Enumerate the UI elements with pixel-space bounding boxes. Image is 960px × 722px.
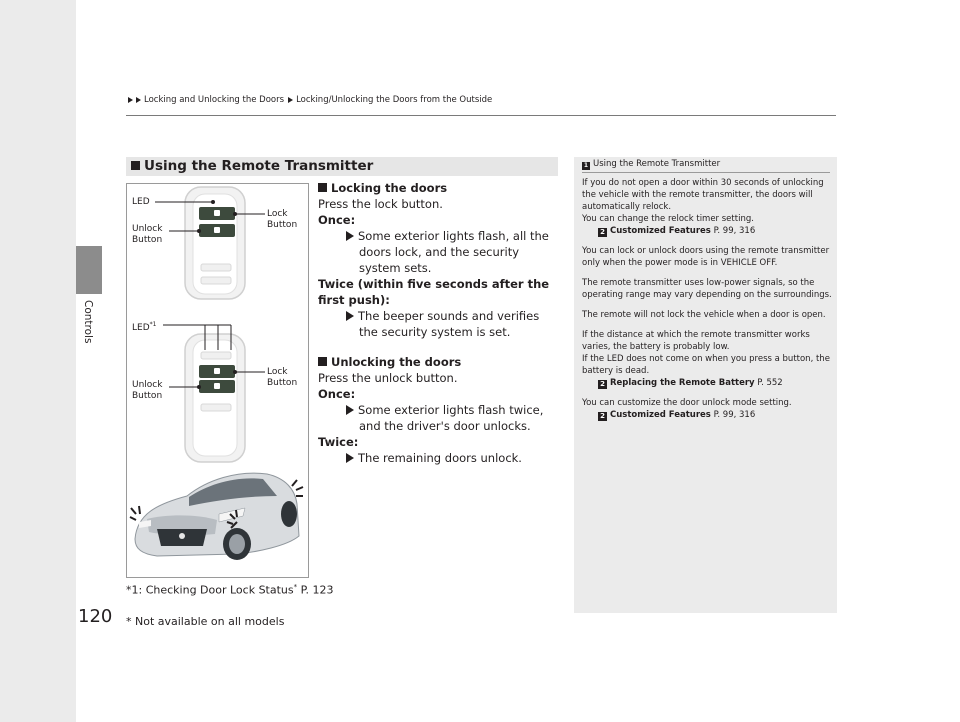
sidebox-para: You can customize the door unlock mode setting. 2 Customized Features P. 99, 316	[582, 398, 792, 420]
heading-square-icon	[318, 357, 327, 366]
breadcrumb-arrow-icon	[128, 97, 133, 103]
remote-transmitter-figure	[126, 183, 309, 578]
heading-square-icon	[318, 183, 327, 192]
section-title: Using the Remote Transmitter	[131, 158, 373, 174]
header-divider	[126, 115, 836, 116]
locking-heading: Locking the doors	[318, 180, 558, 196]
arrow-icon	[346, 231, 354, 241]
page-ref-icon: 2	[598, 412, 607, 421]
sidebox-para: The remote will not lock the vehicle when a door is open.	[582, 310, 826, 320]
label-lock-button-2: Lock Button	[267, 367, 298, 388]
breadcrumb-arrow-icon	[288, 97, 293, 103]
breadcrumb-item[interactable]: Locking and Unlocking the Doors	[144, 95, 285, 105]
arrow-icon	[346, 405, 354, 415]
locking-once-text: Some exterior lights flash, all the doors lock, and the security system sets.	[318, 228, 558, 276]
sidebox-para: If the distance at which the remote transmitter works varies, the battery is probably low. If the LED does not come on when you press a button, the battery is dead. 2 Replacing the Remote Battery P. 552	[582, 330, 830, 388]
ref-link-customized-features[interactable]: 2 Customized Features P. 99, 316	[582, 226, 755, 236]
unlocking-intro: Press the unlock button.	[318, 371, 458, 385]
sidebox-body	[582, 177, 832, 429]
label-unlock-button: Unlock Button	[132, 224, 163, 245]
page-ref-icon: 2	[598, 228, 607, 237]
breadcrumb-item[interactable]: Locking/Unlocking the Doors from the Outside	[296, 95, 493, 105]
unlocking-once-label: Once:	[318, 387, 356, 401]
availability-note: * Not available on all models	[126, 615, 285, 628]
arrow-icon	[346, 453, 354, 463]
unlocking-twice-label: Twice:	[318, 435, 359, 449]
chapter-sidebar	[0, 0, 76, 722]
sidebox-para: You can lock or unlock doors using the remote transmitter only when the power mode is in VEHICLE OFF.	[582, 246, 830, 268]
figure-footnote: *1: Checking Door Lock Status* P. 123	[126, 583, 334, 597]
page-ref-icon: 2	[598, 380, 607, 389]
locking-twice-text: The beeper sounds and verifies the security system is set.	[318, 308, 558, 340]
car-illustration	[135, 473, 299, 560]
main-instructions	[318, 180, 558, 466]
label-unlock-button-2: Unlock Button	[132, 380, 163, 401]
unlocking-twice-text: The remaining doors unlock.	[318, 450, 558, 466]
sidebox-para: The remote transmitter uses low-power signals, so the operating range may vary depending on the surroundings.	[582, 278, 832, 300]
locking-twice-label: Twice (within five seconds after the first push):	[318, 277, 550, 307]
chapter-tab-marker	[76, 246, 102, 294]
unlocking-heading: Unlocking the doors	[318, 354, 558, 370]
label-led-footnoted: LED$^{*1}$	[132, 321, 157, 333]
locking-once-label: Once:	[318, 213, 356, 227]
arrow-icon	[346, 311, 354, 321]
locking-intro: Press the lock button.	[318, 197, 443, 211]
breadcrumb-arrow-icon	[136, 97, 141, 103]
sidebox-title: 1 Using the Remote Transmitter	[583, 159, 721, 169]
unlocking-once-text: Some exterior lights flash twice, and the driver's door unlocks.	[318, 402, 558, 434]
ref-link-replacing-battery[interactable]: 2 Replacing the Remote Battery P. 552	[582, 378, 783, 388]
sidebox-para: If you do not open a door within 30 seconds of unlocking the vehicle with the remote transmitter, the doors will automatically relock. You can change the relock timer setting. 2 Customized Features P. 99, 316	[582, 178, 824, 236]
label-lock-button: Lock Button	[267, 209, 298, 230]
sidebox-divider	[582, 172, 830, 173]
section-square-icon	[131, 161, 140, 170]
breadcrumb	[128, 95, 492, 105]
ref-link-customized-features-2[interactable]: 2 Customized Features P. 99, 316	[582, 410, 755, 420]
footnote-page-link[interactable]: P. 123	[297, 583, 334, 597]
label-led: LED	[132, 197, 150, 207]
page-number: 120	[78, 606, 113, 627]
